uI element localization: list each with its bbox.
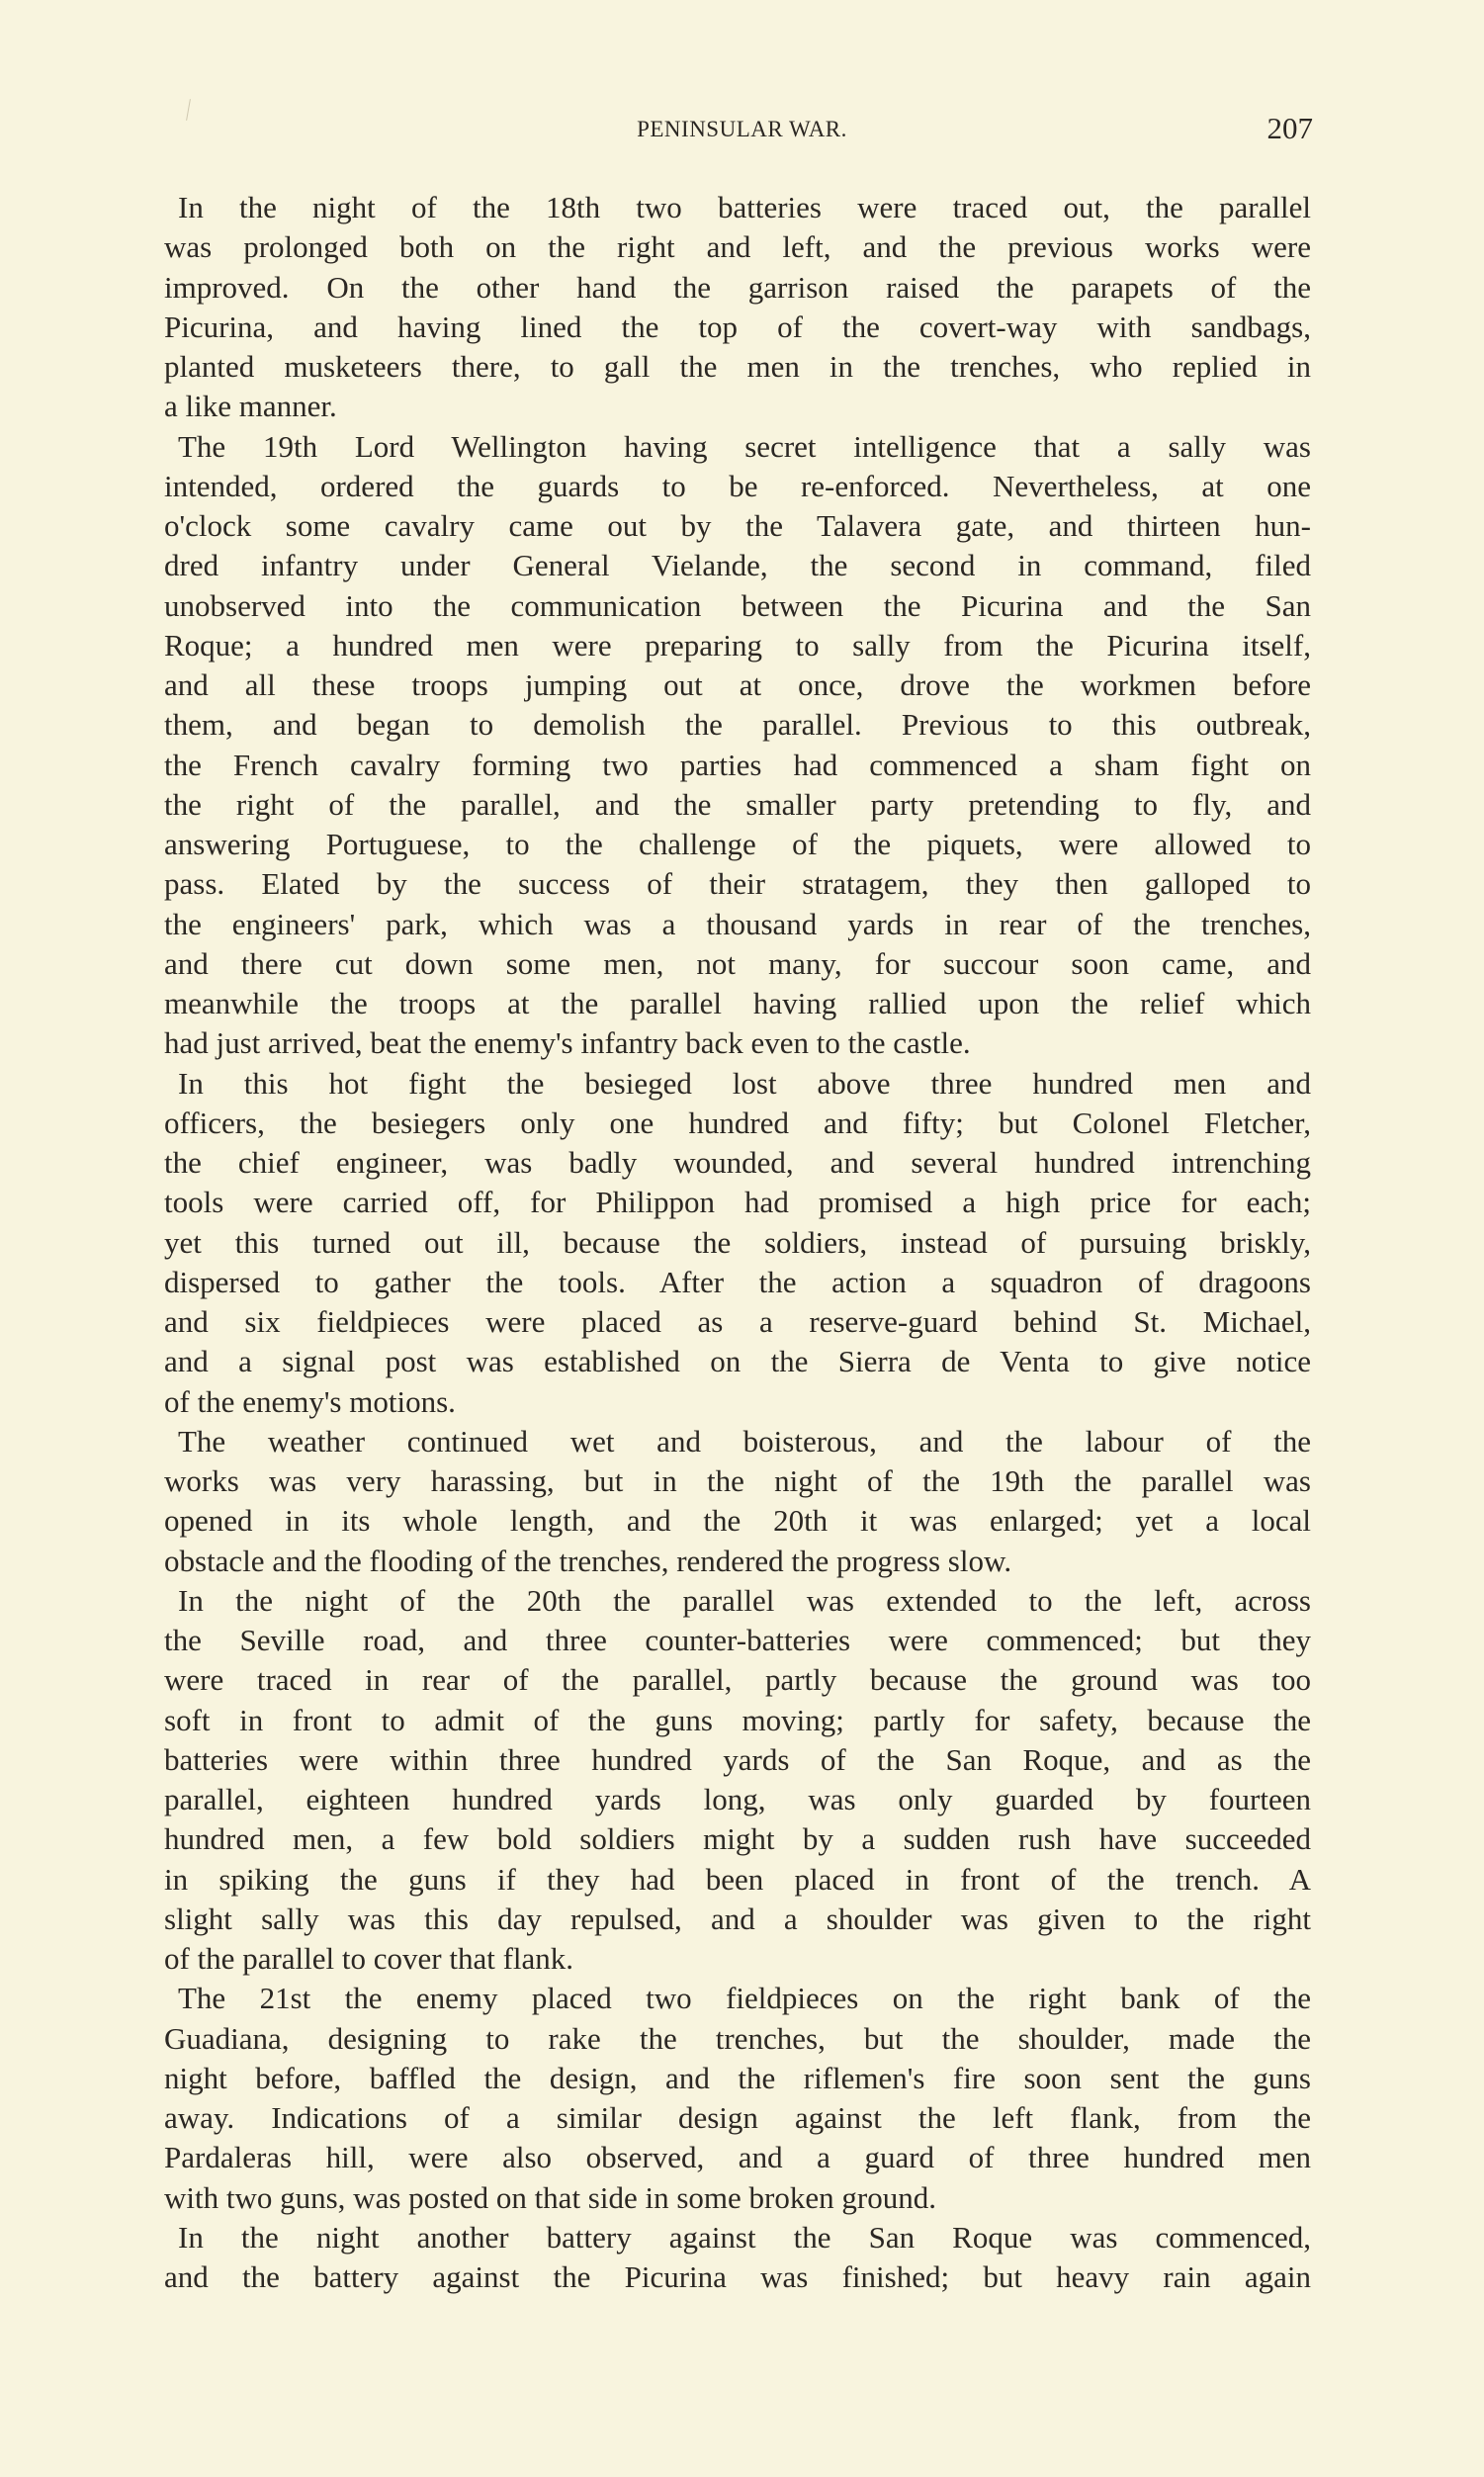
- text-line: pass. Elated by the success of their stratagem, they then galloped to: [164, 866, 1311, 902]
- text-line: hundred men, a few bold soldiers might by a sudden rush have succeeded: [164, 1821, 1311, 1857]
- page-number: 207: [1266, 111, 1313, 145]
- text-line: In this hot fight the besieged lost above three hundred men and: [178, 1065, 1311, 1101]
- text-line: The 19th Lord Wellington having secret intelligence that a sally was: [178, 428, 1311, 464]
- text-line: planted musketeers there, to gall the men in the trenches, who replied in: [164, 349, 1311, 384]
- text-line: the Seville road, and three counter-batteries were commenced; but they: [164, 1623, 1311, 1657]
- text-line: The 21st the enemy placed two fieldpieces on the right bank of the: [178, 1981, 1311, 2016]
- text-line: improved. On the other hand the garrison raised the parapets of the: [164, 269, 1311, 305]
- paragraph: [164, 188, 1311, 427]
- text-line: had just arrived, beat the enemy's infantry back even to the castle.: [164, 1025, 971, 1061]
- text-line: of the parallel to cover that flank.: [164, 1941, 574, 1976]
- paragraph: [164, 1979, 1311, 2218]
- text-line: with two guns, was posted on that side in some broken ground.: [164, 2179, 936, 2215]
- text-line: and six fieldpieces were placed as a reserve-guard behind St. Michael,: [164, 1304, 1311, 1339]
- text-line: intended, ordered the guards to be re-enforced. Nevertheless, at one: [164, 468, 1311, 503]
- paragraph: [164, 1581, 1311, 1980]
- text-line: a like manner.: [164, 389, 337, 424]
- text-line: them, and began to demolish the parallel. Previous to this outbreak,: [164, 707, 1311, 743]
- running-title: PENINSULAR WAR.: [637, 117, 847, 141]
- text-line: meanwhile the troops at the parallel having rallied upon the relief which: [164, 986, 1311, 1020]
- paragraph: [164, 1064, 1311, 1422]
- paragraph: [164, 2218, 1311, 2298]
- text-line: tools were carried off, for Philippon had promised a high price for each;: [164, 1185, 1311, 1220]
- text-line: obstacle and the flooding of the trenches, rendered the progress slow.: [164, 1543, 1012, 1578]
- text-line: batteries were within three hundred yards of the San Roque, and as the: [164, 1741, 1311, 1777]
- text-line: and all these troops jumping out at once, drove the workmen before: [164, 667, 1311, 702]
- text-line: was prolonged both on the right and left, and the previous works were: [164, 229, 1311, 265]
- text-line: the French cavalry forming two parties had commenced a sham fight on: [164, 747, 1311, 782]
- text-line: answering Portuguese, to the challenge of the piquets, were allowed to: [164, 827, 1311, 861]
- text-line: In the night of the 18th two batteries were traced out, the parallel: [178, 190, 1311, 224]
- text-line: yet this turned out ill, because the soldiers, instead of pursuing briskly,: [164, 1224, 1311, 1260]
- text-line: were traced in rear of the parallel, partly because the ground was too: [164, 1662, 1311, 1698]
- text-line: soft in front to admit of the guns moving; partly for safety, because the: [164, 1702, 1311, 1737]
- text-line: officers, the besiegers only one hundred and fifty; but Colonel Fletcher,: [164, 1105, 1311, 1140]
- text-line: slight sally was this day repulsed, and a shoulder was given to the right: [164, 1901, 1311, 1936]
- text-line: Picurina, and having lined the top of the covert-way with sandbags,: [164, 309, 1311, 344]
- text-line: In the night another battery against the San Roque was commenced,: [178, 2219, 1311, 2255]
- paragraph: [164, 1422, 1311, 1581]
- text-line: unobserved into the communication between the Picurina and the San: [164, 587, 1311, 623]
- text-line: Pardaleras hill, were also observed, and a guard of three hundred men: [164, 2140, 1311, 2175]
- text-line: dispersed to gather the tools. After the action a squadron of dragoons: [164, 1264, 1311, 1299]
- text-line: the right of the parallel, and the smaller party pretending to fly, and: [164, 786, 1311, 822]
- text-line: and a signal post was established on the Sierra de Venta to give notice: [164, 1344, 1311, 1379]
- text-line: night before, baffled the design, and the riflemen's fire soon sent the guns: [164, 2060, 1311, 2095]
- text-line: The weather continued wet and boisterous, and the labour of the: [178, 1423, 1311, 1459]
- paragraph: [164, 427, 1311, 1064]
- text-line: opened in its whole length, and the 20th it was enlarged; yet a local: [164, 1503, 1311, 1539]
- text-line: Roque; a hundred men were preparing to sally from the Picurina itself,: [164, 627, 1311, 663]
- text-line: and the battery against the Picurina was finished; but heavy rain again: [164, 2259, 1311, 2294]
- text-line: works was very harassing, but in the night of the 19th the parallel was: [164, 1463, 1311, 1498]
- text-line: the engineers' park, which was a thousand yards in rear of the trenches,: [164, 906, 1311, 941]
- text-line: and there cut down some men, not many, for succour soon came, and: [164, 945, 1311, 981]
- text-line: away. Indications of a similar design against the left flank, from the: [164, 2100, 1311, 2135]
- text-line: Guadiana, designing to rake the trenches, but the shoulder, made the: [164, 2020, 1311, 2056]
- text-line: In the night of the 20th the parallel was extended to the left, across: [178, 1582, 1311, 1618]
- text-line: parallel, eighteen hundred yards long, was only guarded by fourteen: [164, 1782, 1311, 1816]
- text-line: of the enemy's motions.: [164, 1383, 456, 1419]
- text-line: the chief engineer, was badly wounded, and several hundred intrenching: [164, 1145, 1311, 1180]
- text-line: o'clock some cavalry came out by the Talavera gate, and thirteen hun-: [164, 508, 1311, 543]
- text-line: in spiking the guns if they had been placed in front of the trench. A: [164, 1861, 1311, 1897]
- text-line: dred infantry under General Vielande, the second in command, filed: [164, 548, 1311, 583]
- body-text: [164, 188, 1311, 2297]
